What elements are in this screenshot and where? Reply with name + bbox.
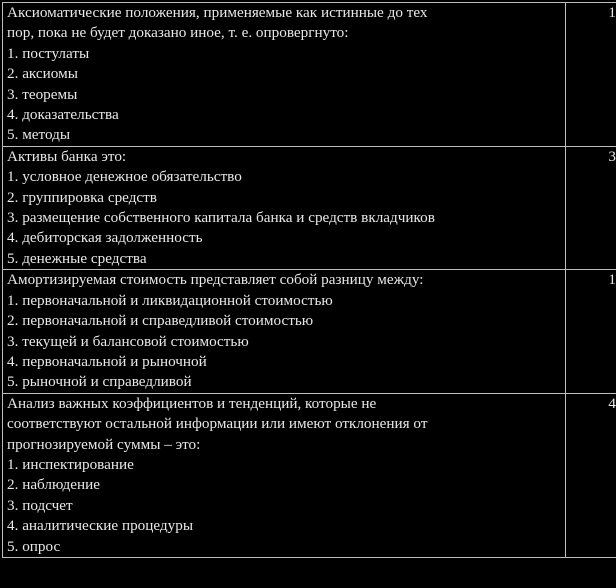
answer-option: 1. инспектирование xyxy=(7,455,134,473)
answer-number: 1 xyxy=(608,271,616,289)
question-text xyxy=(7,270,561,290)
answer-option: 4. аналитические процедуры xyxy=(7,517,194,535)
answer-option: 3. теоремы xyxy=(7,85,78,103)
question-text-line: Активы банка это: xyxy=(7,147,127,165)
answer-option: 5. опрос xyxy=(7,537,61,555)
question-row xyxy=(3,146,616,269)
answer-option: 4. дебиторская задолженность xyxy=(7,229,203,247)
answer-option: 1. первоначальной и ликвидационной стоимостью xyxy=(7,291,333,309)
question-cell xyxy=(3,3,566,147)
question-text-line: пор, пока не будет доказано иное, т. е. опровергнуто: xyxy=(7,24,349,42)
question-text-line: Анализ важных коэффициентов и тенденций, которые не xyxy=(7,394,377,412)
answer-option: 5. денежные средства xyxy=(7,249,147,267)
answer-option: 2. первоначальной и справедливой стоимостью xyxy=(7,312,314,330)
answer-option: 2. аксиомы xyxy=(7,65,78,83)
questions-table xyxy=(2,2,616,558)
question-cell xyxy=(3,270,566,393)
answer-option: 1. постулаты xyxy=(7,44,90,62)
answer-option: 5. методы xyxy=(7,126,71,144)
question-text xyxy=(7,147,561,167)
answer-option: 2. наблюдение xyxy=(7,476,101,494)
answer-option: 4. первоначальной и рыночной xyxy=(7,352,207,370)
answer-number: 1 xyxy=(608,4,616,21)
answer-number-cell xyxy=(566,270,616,393)
question-cell xyxy=(3,393,566,557)
answer-option: 3. подсчет xyxy=(7,496,73,514)
answer-option: 5. рыночной и справедливой xyxy=(7,373,192,391)
question-text-line: соответствуют остальной информации или имеют отклонения от xyxy=(7,415,428,433)
question-text xyxy=(7,3,561,44)
answer-option: 3. размещение собственного капитала банка и средств вкладчиков xyxy=(7,209,435,227)
question-row xyxy=(3,393,616,557)
answer-number: 4 xyxy=(608,394,616,412)
question-cell xyxy=(3,146,566,269)
question-text xyxy=(7,394,561,455)
answer-number-cell xyxy=(566,146,616,269)
question-text-line: прогнозируемой суммы – это: xyxy=(7,435,201,453)
question-row xyxy=(3,270,616,393)
answer-option: 1. условное денежное обязательство xyxy=(7,168,242,186)
answer-number-cell xyxy=(566,393,616,557)
question-text-line: Аксиоматические положения, применяемые как истинные до тех xyxy=(7,4,428,21)
answer-option: 2. группировка средств xyxy=(7,188,157,206)
question-row xyxy=(3,3,616,147)
answer-option: 4. доказательства xyxy=(7,106,119,124)
answer-number: 3 xyxy=(608,147,616,165)
answer-number-cell xyxy=(566,3,616,147)
answer-option: 3. текущей и балансовой стоимостью xyxy=(7,332,249,350)
question-text-line: Амортизируемая стоимость представляет собой разницу между: xyxy=(7,271,424,289)
